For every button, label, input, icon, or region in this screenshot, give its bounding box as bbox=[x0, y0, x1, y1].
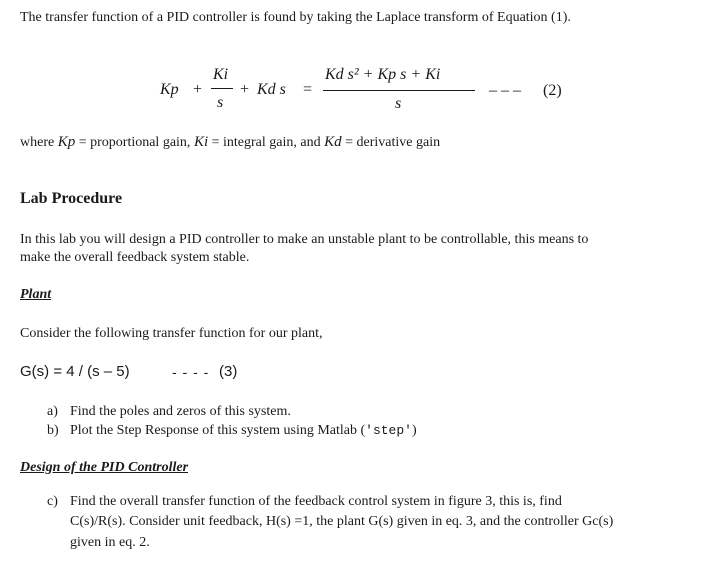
eq2-ki-denominator: s bbox=[217, 94, 224, 111]
task-b-text-main: Plot the Step Response of this system using Matlab ( bbox=[70, 423, 366, 438]
eq2-rhs-denominator: s bbox=[395, 95, 402, 112]
eq2-plus-1: + bbox=[193, 81, 203, 98]
eq2-plus-2: + bbox=[240, 81, 250, 98]
where-prefix: where bbox=[20, 135, 58, 150]
task-a-text: Find the poles and zeros of this system. bbox=[70, 404, 291, 419]
eq2-ki-fraction-bar bbox=[211, 88, 233, 89]
task-c-line-1: Find the overall transfer function of the feedback control system in figure 3, this is, find bbox=[70, 494, 562, 509]
eq2-kp: Kp bbox=[160, 81, 179, 98]
eq2-ki-numerator: Ki bbox=[213, 66, 229, 83]
ki-definition: = integral gain, and bbox=[208, 135, 325, 150]
task-c-marker: c) bbox=[47, 494, 58, 509]
plant-heading: Plant bbox=[20, 287, 52, 302]
task-b-code: 'step' bbox=[365, 423, 412, 438]
eq2-number: (2) bbox=[543, 82, 562, 99]
eq2-dashes: – – – bbox=[489, 82, 521, 99]
task-b-marker: b) bbox=[47, 423, 59, 438]
lab-procedure-heading: Lab Procedure bbox=[20, 190, 123, 207]
kd-symbol: Kd bbox=[324, 134, 342, 150]
task-a-marker: a) bbox=[47, 404, 58, 419]
lab-procedure-line-1: In this lab you will design a PID controller to make an unstable plant to be controllable, this means to bbox=[20, 232, 589, 247]
task-c-line-2: C(s)/R(s). Consider unit feedback, H(s) =1, the plant G(s) given in eq. 3, and the controller Gc(s) bbox=[70, 514, 614, 529]
lab-procedure-line-2: make the overall feedback system stable. bbox=[20, 250, 250, 265]
task-c-line-3: given in eq. 2. bbox=[70, 535, 150, 550]
design-heading: Design of the PID Controller bbox=[20, 460, 189, 475]
plant-eq-dashes: - - - - bbox=[172, 364, 210, 380]
task-b-text bbox=[70, 422, 417, 440]
eq2-rhs-numerator: Kd s² + Kp s + Ki bbox=[325, 66, 441, 83]
plant-equation: G(s) = 4 / (s – 5) bbox=[20, 363, 130, 380]
ki-symbol: Ki bbox=[193, 134, 209, 150]
intro-text: The transfer function of a PID controller is found by taking the Laplace transform of Equation (1). bbox=[20, 10, 571, 25]
plant-consider-text: Consider the following transfer function for our plant, bbox=[20, 326, 323, 341]
eq2-rhs-fraction-bar bbox=[323, 90, 475, 91]
gain-definitions bbox=[20, 133, 440, 152]
eq2-kd-term: Kd s bbox=[257, 81, 286, 98]
kp-definition: = proportional gain, bbox=[75, 135, 194, 150]
kd-definition: = derivative gain bbox=[341, 135, 441, 150]
task-b-close: ) bbox=[411, 423, 417, 438]
kp-symbol: Kp bbox=[57, 134, 76, 150]
eq2-equals: = bbox=[303, 81, 313, 98]
plant-eq-number: (3) bbox=[219, 363, 238, 380]
